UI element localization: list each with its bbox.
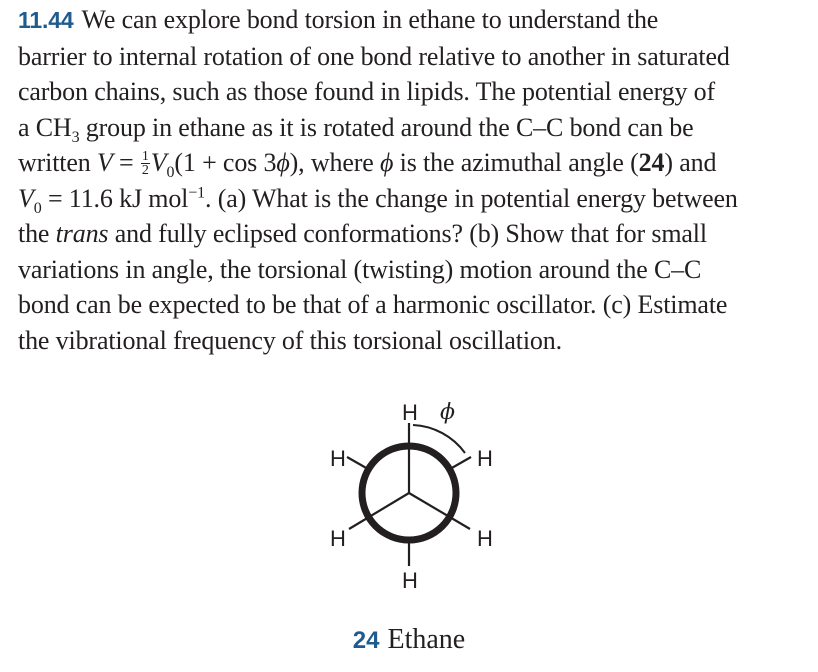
rear-bond-upper-right	[450, 457, 471, 469]
problem-text	[18, 2, 808, 358]
caption-text: Ethane	[387, 624, 466, 655]
newman-projection-figure	[0, 390, 818, 672]
front-bond-lower-right	[409, 493, 470, 529]
problem-line-5: written V = $\frac{1}{2}$ $V_0(1 + \cos 3\phi)$, where ϕ is the azimuthal angle (24) and	[18, 148, 717, 182]
hydrogen-bottom-label: H	[402, 568, 418, 593]
rear-bond-upper-left	[347, 457, 368, 469]
problem-line-9: bond can be expected to be that of a harmonic oscillator. (c) Estimate	[18, 290, 728, 319]
hydrogen-upper-right-label: H	[477, 446, 493, 471]
problem-line-6: $V_0 = 11.6$ kJ mol$^{-1}$. (a) What is the change in potential energy between	[18, 183, 738, 217]
hydrogen-upper-left-label: H	[330, 446, 346, 471]
problem-line-2: barrier to internal rotation of one bond relative to another in saturated	[18, 41, 730, 71]
problem-line-10: the vibrational frequency of this torsional oscillation.	[18, 325, 562, 355]
hydrogen-lower-left-label: H	[330, 526, 346, 551]
problem-line-3: carbon chains, such as those found in lipids. The potential energy of	[18, 77, 716, 106]
problem-line-4: a $CH_3$ group in ethane as it is rotated around the C–C bond can be	[18, 112, 694, 146]
problem-line-8: variations in angle, the torsional (twisting) motion around the C–C	[18, 254, 702, 284]
problem-line-7: the trans and fully eclipsed conformations? (b) Show that for small	[18, 219, 707, 248]
caption-number: 24	[352, 627, 380, 654]
phi-angle-label: ϕ	[440, 400, 455, 425]
one-half-fraction: $\frac{1}{2}$	[141, 148, 149, 178]
problem-line-1: 11.44 We can explore bond torsion in ethane to understand the	[18, 5, 659, 34]
figure-caption	[0, 624, 818, 656]
hydrogen-top-label: H	[402, 400, 418, 425]
problem-number: 11.44	[18, 7, 74, 33]
hydrogen-lower-right-label: H	[477, 526, 493, 551]
front-bond-lower-left	[349, 493, 409, 529]
figure-reference: 24	[638, 148, 665, 177]
